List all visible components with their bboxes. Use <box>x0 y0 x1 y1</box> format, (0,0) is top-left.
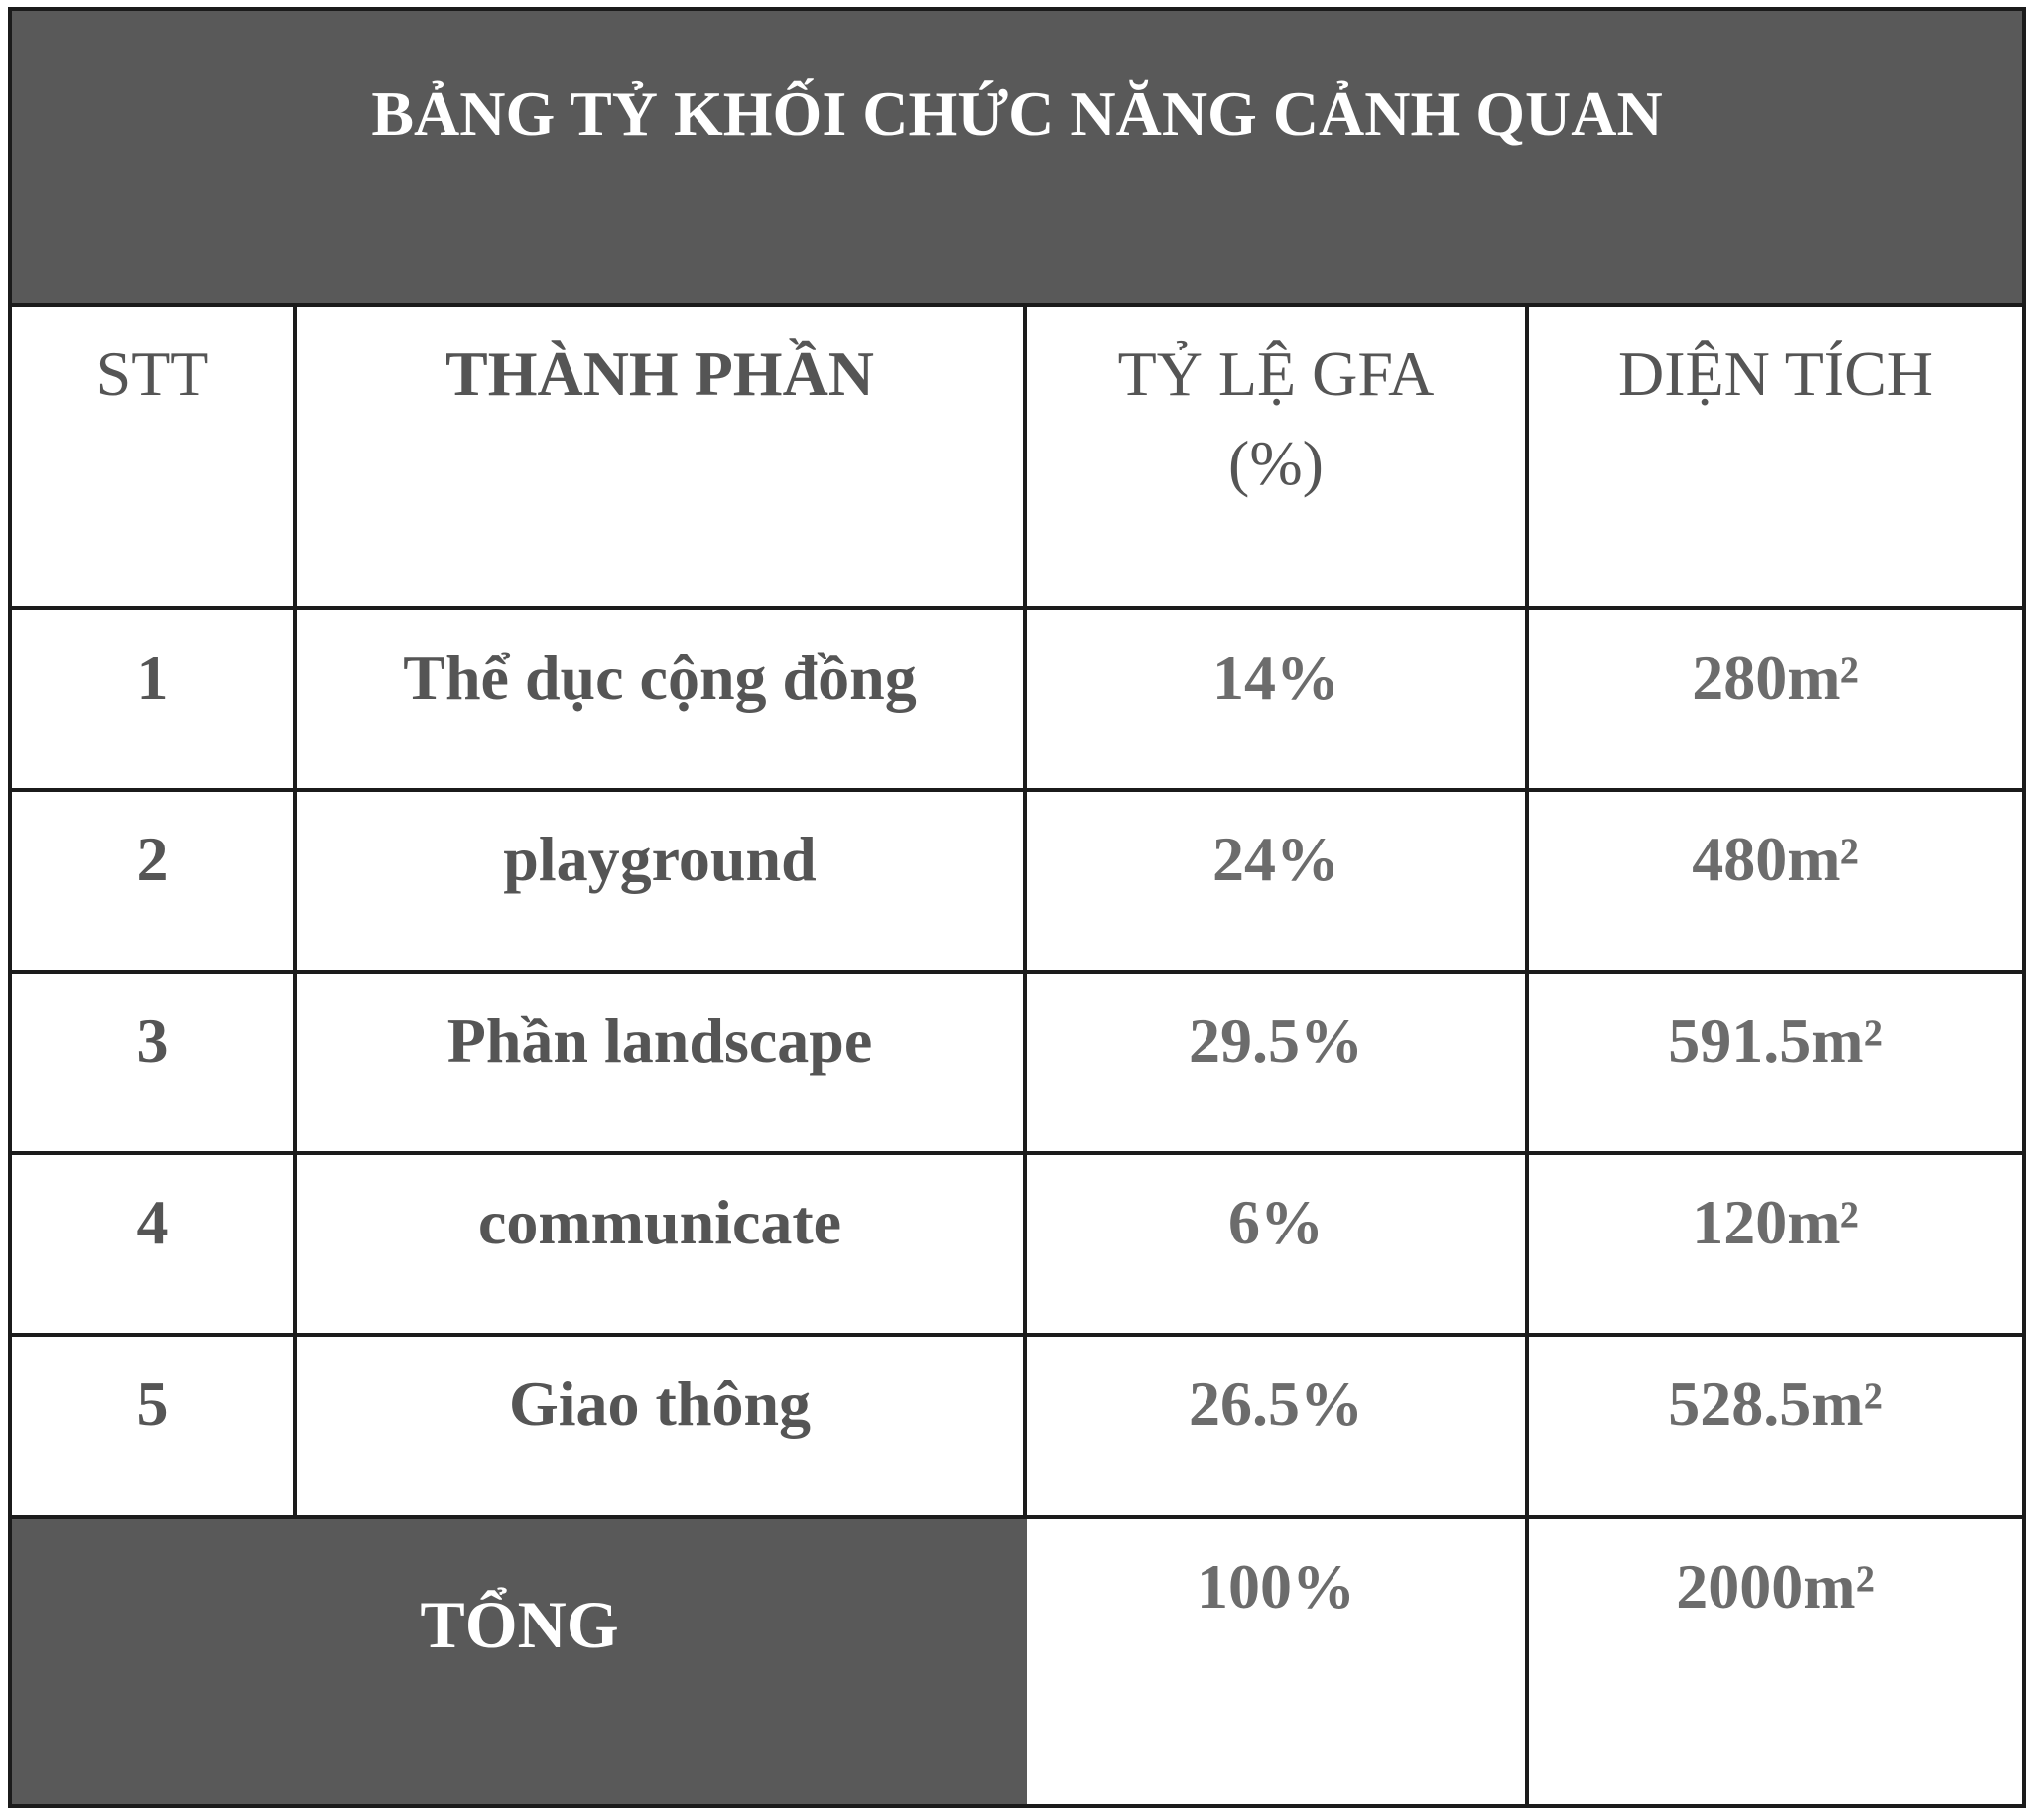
row-area: 528.5m² <box>1668 1368 1883 1439</box>
row-divider <box>12 1333 2022 1337</box>
row-area: 120m² <box>1692 1187 1859 1257</box>
header-area: DIỆN TÍCH <box>1618 338 1933 409</box>
row-stt: 4 <box>136 1187 169 1257</box>
row-stt: 5 <box>136 1368 169 1439</box>
row-area: 280m² <box>1692 642 1859 713</box>
row-area: 480m² <box>1692 824 1859 894</box>
total-label: TỔNG <box>420 1587 619 1662</box>
row-ratio: 29.5% <box>1189 1005 1363 1076</box>
row-component: Phần landscape <box>446 1005 873 1076</box>
row-divider <box>12 606 2022 610</box>
row-component: playground <box>503 824 817 894</box>
row-stt: 2 <box>136 824 169 894</box>
header-stt: STT <box>95 338 209 409</box>
column-divider <box>293 303 297 1519</box>
row-divider <box>12 788 2022 792</box>
table-title: BẢNG TỶ KHỐI CHỨC NĂNG CẢNH QUAN <box>371 78 1663 149</box>
header-ratio-line1: TỶ LỆ GFA <box>1117 338 1435 409</box>
total-area: 2000m² <box>1676 1551 1875 1622</box>
landscape-function-table <box>8 7 2026 1808</box>
row-ratio: 26.5% <box>1189 1368 1363 1439</box>
row-area: 591.5m² <box>1668 1005 1883 1076</box>
row-ratio: 14% <box>1212 642 1339 713</box>
row-component: communicate <box>477 1187 842 1257</box>
title-band <box>12 11 2022 303</box>
row-stt: 3 <box>136 1005 169 1076</box>
row-component: Giao thông <box>508 1368 812 1439</box>
row-ratio: 6% <box>1228 1187 1324 1257</box>
row-divider <box>12 1151 2022 1155</box>
row-component: Thể dục cộng đồng <box>403 642 917 713</box>
row-divider <box>12 303 2022 307</box>
total-ratio: 100% <box>1197 1551 1355 1622</box>
header-ratio-line2: (%) <box>1228 428 1324 498</box>
row-stt: 1 <box>136 642 169 713</box>
header-component: THÀNH PHẦN <box>445 338 874 409</box>
row-divider <box>12 970 2022 974</box>
row-ratio: 24% <box>1212 824 1339 894</box>
